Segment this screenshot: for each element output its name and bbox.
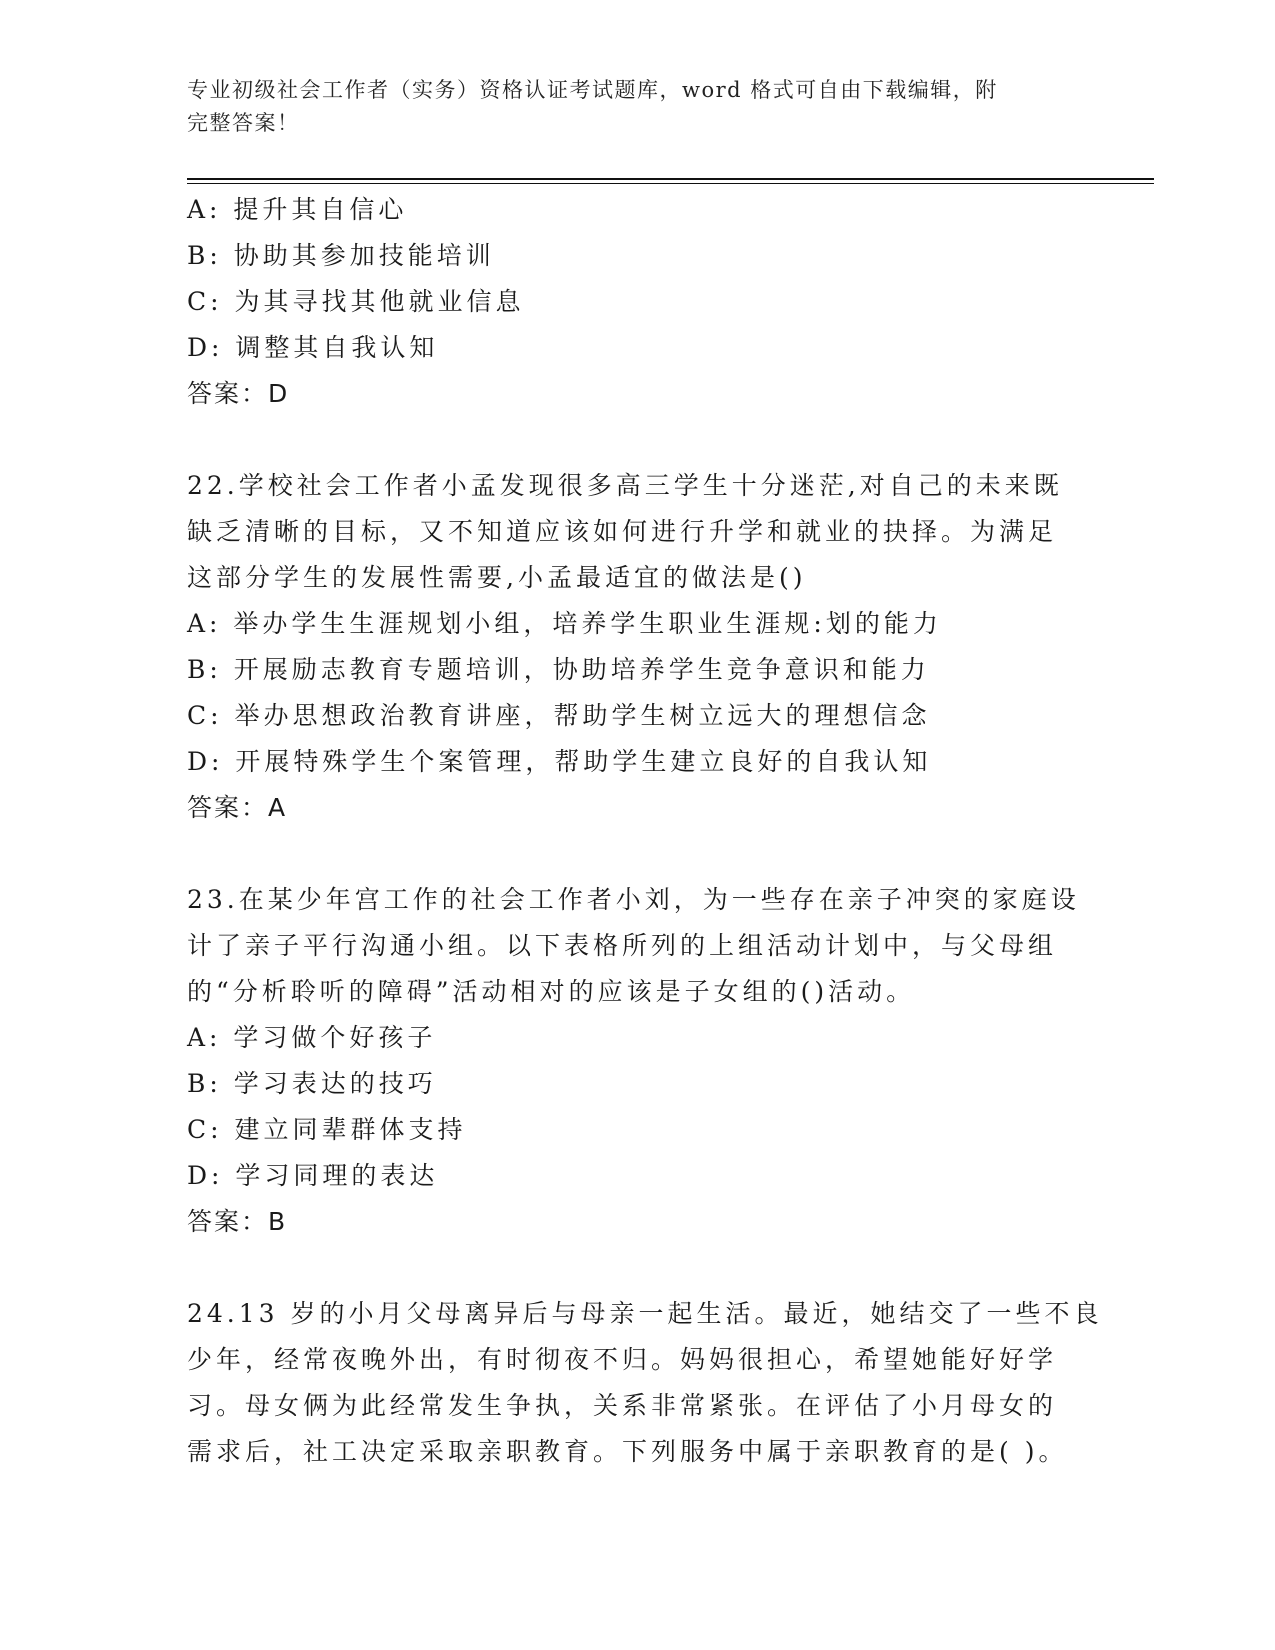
option-d: D: 调整其自我认知 (187, 333, 439, 362)
option-d: D: 学习同理的表达 (187, 1161, 439, 1190)
question-stem-line: 23.在某少年宫工作的社会工作者小刘，为一些存在亲子冲突的家庭设 (187, 885, 1080, 914)
spacer (187, 831, 1087, 877)
option-b: B: 学习表达的技巧 (187, 1069, 437, 1098)
question-stem-line: 的“分析聆听的障碍”活动相对的应该是子女组的()活动。 (187, 977, 916, 1006)
answer-line: 答案：B (187, 1207, 288, 1236)
question-stem-line: 计了亲子平行沟通小组。以下表格所列的上组活动计划中，与父母组 (187, 931, 1058, 960)
question-stem-line: 这部分学生的发展性需要,小孟最适宜的做法是() (187, 563, 807, 592)
header-title-line-1: 专业初级社会工作者（实务）资格认证考试题库，word 格式可自由下载编辑，附 (187, 78, 998, 102)
question-stem-line: 少年，经常夜晚外出，有时彻夜不归。妈妈很担心，希望她能好好学 (187, 1345, 1058, 1374)
question-stem-line: 需求后，社工决定采取亲职教育。下列服务中属于亲职教育的是( )。 (187, 1437, 1068, 1466)
option-b: B: 协助其参加技能培训 (187, 241, 495, 270)
spacer (187, 417, 1087, 463)
option-a: A: 提升其自信心 (187, 195, 408, 224)
option-a: A: 举办学生生涯规划小组，培养学生职业生涯规:划的能力 (187, 609, 942, 638)
question-partial (187, 187, 1087, 417)
question-stem-line: 24.13 岁的小月父母离异后与母亲一起生活。最近，她结交了一些不良 (187, 1299, 1103, 1328)
option-d: D: 开展特殊学生个案管理，帮助学生建立良好的自我认知 (187, 747, 932, 776)
spacer (187, 1245, 1087, 1291)
question-24 (187, 1291, 1103, 1475)
option-b: B: 开展励志教育专题培训，协助培养学生竞争意识和能力 (187, 655, 930, 684)
option-c: C: 举办思想政治教育讲座，帮助学生树立远大的理想信念 (187, 701, 931, 730)
option-a: A: 学习做个好孩子 (187, 1023, 437, 1052)
question-stem-line: 习。母女俩为此经常发生争执，关系非常紧张。在评估了小月母女的 (187, 1391, 1058, 1420)
document-header (187, 74, 1087, 140)
question-stem-line: 缺乏清晰的目标，又不知道应该如何进行升学和就业的抉择。为满足 (187, 517, 1058, 546)
answer-line: 答案：D (187, 379, 290, 408)
option-c: C: 建立同辈群体支持 (187, 1115, 467, 1144)
question-stem-line: 22.学校社会工作者小孟发现很多高三学生十分迷茫,对自己的未来既 (187, 471, 1063, 500)
option-c: C: 为其寻找其他就业信息 (187, 287, 525, 316)
answer-line: 答案：A (187, 793, 288, 822)
question-list (187, 187, 1103, 1475)
header-divider (187, 178, 1154, 180)
question-22 (187, 463, 1087, 831)
question-23 (187, 877, 1087, 1245)
header-title-line-2: 完整答案！ (187, 111, 300, 135)
